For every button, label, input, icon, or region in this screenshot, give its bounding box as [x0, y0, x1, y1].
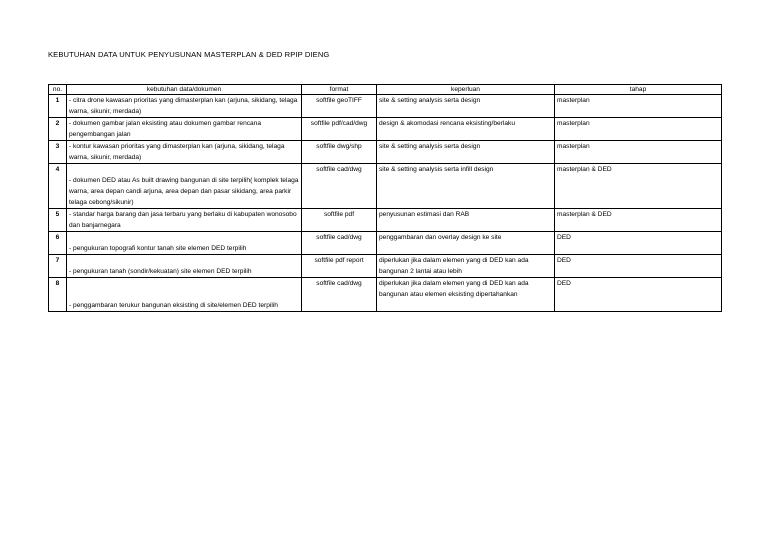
document-title: KEBUTUHAN DATA UNTUK PENYUSUNAN MASTERPLAN & DED RPIP DIENG [48, 50, 330, 59]
row-number: 3 [49, 141, 67, 164]
row-kebutuhan: - citra drone kawasan prioritas yang dimasterplan kan (arjuna, sikidang, telaga warna, sikunir, merdada) [67, 95, 302, 118]
row-kebutuhan: - dokumen DED atau As built drawing bangunan di site terpilih( komplek telaga warna, area depan candi arjuna, area depan dan pasar sikidang, area parkir telaga cebong/sikunir) [67, 164, 302, 209]
table-row [49, 95, 722, 118]
header-tahap: tahap [555, 85, 722, 95]
row-kebutuhan: - kontur kawasan prioritas yang dimasterplan kan (arjuna, sikidang, telaga warna, sikunir, merdada) [67, 141, 302, 164]
row-keperluan: penggambaran dan overlay design ke site [377, 232, 555, 255]
row-number: 2 [49, 118, 67, 141]
table-row [49, 141, 722, 164]
row-keperluan: penyusunan estimasi dan RAB [377, 209, 555, 232]
row-format: softfile pdf report [302, 255, 377, 278]
row-tahap: DED [555, 278, 722, 312]
header-no: no. [49, 85, 67, 95]
row-number: 5 [49, 209, 67, 232]
table-row [49, 118, 722, 141]
row-format: softfile geoTIFF [302, 95, 377, 118]
row-tahap: masterplan [555, 141, 722, 164]
row-keperluan: site & setting analysis serta design [377, 141, 555, 164]
header-kebutuhan: kebutuhan data/dokumen [67, 85, 302, 95]
header-format: format [302, 85, 377, 95]
row-keperluan: site & setting analysis serta infill design [377, 164, 555, 209]
row-tahap: masterplan & DED [555, 164, 722, 209]
row-tahap: masterplan [555, 118, 722, 141]
row-number: 4 [49, 164, 67, 209]
row-format: softfile pdf [302, 209, 377, 232]
data-requirements-table [48, 84, 722, 312]
table-row [49, 278, 722, 312]
table-header-row [49, 85, 722, 95]
row-tahap: DED [555, 255, 722, 278]
row-number: 7 [49, 255, 67, 278]
row-keperluan: diperlukan jika dalam elemen yang di DED kan ada bangunan 2 lantai atau lebih [377, 255, 555, 278]
row-format: softfile cad/dwg [302, 164, 377, 209]
row-kebutuhan: - pengukuran topografi kontur tanah site elemen DED terpilih [67, 232, 302, 255]
row-format: softfile pdf/cad/dwg [302, 118, 377, 141]
row-format: softfile cad/dwg [302, 232, 377, 255]
row-keperluan: design & akomodasi rencana eksisting/berlaku [377, 118, 555, 141]
row-number: 1 [49, 95, 67, 118]
table-row [49, 209, 722, 232]
row-tahap: DED [555, 232, 722, 255]
header-keperluan: keperluan [377, 85, 555, 95]
row-format: softfile cad/dwg [302, 278, 377, 312]
row-kebutuhan: - standar harga barang dan jasa terbaru yang berlaku di kabupaten wonosobo dan banjarnegara [67, 209, 302, 232]
row-number: 8 [49, 278, 67, 312]
row-kebutuhan: - penggambaran terukur bangunan eksisting di site/elemen DED terpilih [67, 278, 302, 312]
row-kebutuhan: - dokumen gambar jalan eksisting atau dokumen gambar rencana pengembangan jalan [67, 118, 302, 141]
row-keperluan: diperlukan jika dalam elemen yang di DED kan ada bangunan atau elemen eksisting dipertahankan [377, 278, 555, 312]
row-format: softfile dwg/shp [302, 141, 377, 164]
row-kebutuhan: - pengukuran tanah (sondir/kekuatan) site elemen DED terpilih [67, 255, 302, 278]
table-row [49, 164, 722, 209]
table-row [49, 255, 722, 278]
row-keperluan: site & setting analysis serta design [377, 95, 555, 118]
table-row [49, 232, 722, 255]
row-tahap: masterplan [555, 95, 722, 118]
row-number: 6 [49, 232, 67, 255]
row-tahap: masterplan & DED [555, 209, 722, 232]
